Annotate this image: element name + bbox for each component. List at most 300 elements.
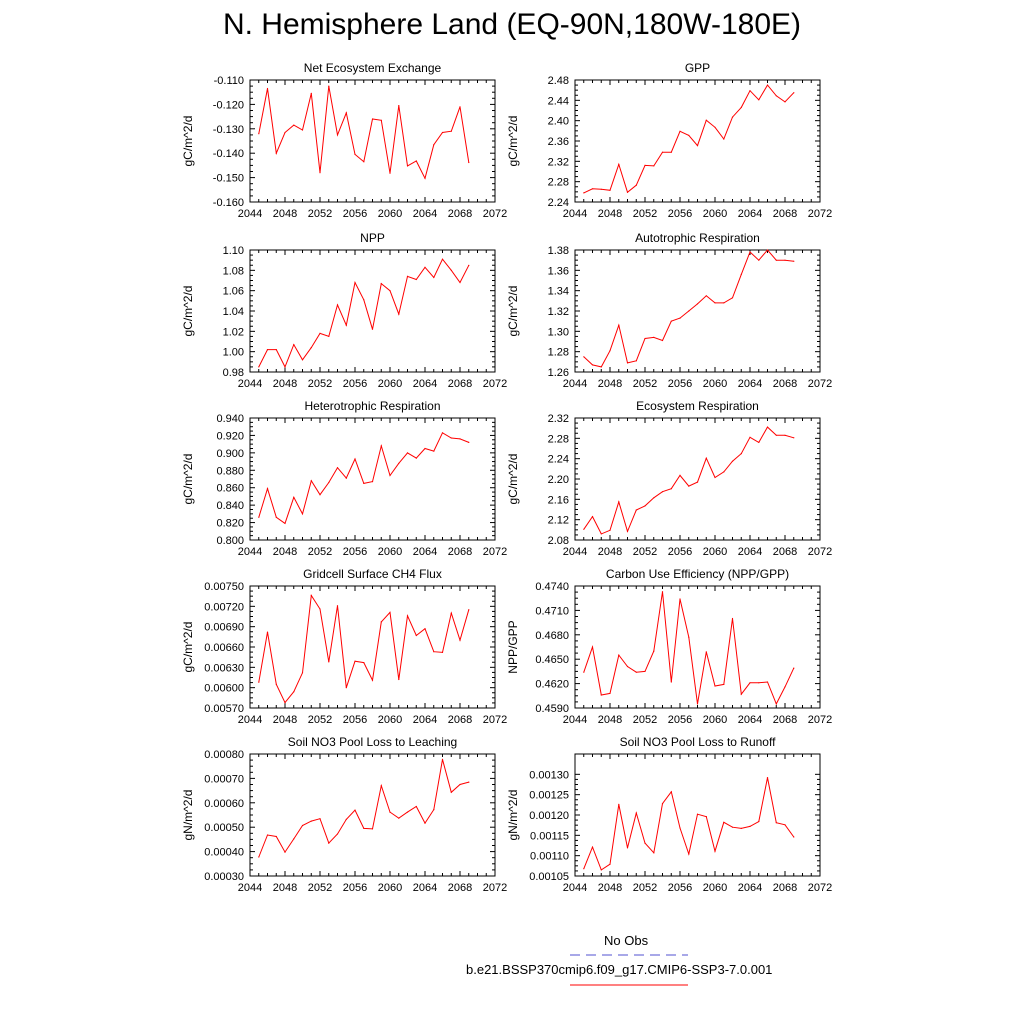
data-point (662, 803, 663, 804)
y-tick-label: 0.00060 (204, 797, 244, 810)
x-tick-label: 2072 (807, 546, 833, 558)
data-point (583, 672, 584, 673)
y-tick-label: -0.120 (212, 99, 244, 112)
y-tick-label: 0.820 (216, 517, 244, 530)
data-point (389, 612, 390, 613)
data-point (337, 134, 338, 135)
x-tick-label: 2072 (482, 208, 508, 220)
data-point (636, 509, 637, 510)
data-point (372, 680, 373, 681)
data-point (706, 458, 707, 459)
series-line (259, 759, 469, 857)
data-point (451, 131, 452, 132)
data-point (468, 265, 469, 266)
data-point (258, 856, 259, 857)
data-point (416, 160, 417, 161)
data-point (442, 432, 443, 433)
data-point (679, 318, 680, 319)
y-tick-label: 0.00110 (530, 850, 569, 863)
y-tick-label: 2.24 (547, 453, 569, 466)
data-point (337, 833, 338, 834)
x-tick-label: 2052 (632, 546, 658, 558)
data-point (627, 192, 628, 193)
data-point (671, 681, 672, 682)
y-tick-label: 2.32 (547, 413, 569, 425)
data-point (749, 90, 750, 91)
y-tick-label: 2.44 (547, 95, 569, 108)
data-point (697, 482, 698, 483)
data-point (618, 655, 619, 656)
data-point (468, 442, 469, 443)
y-tick-label: -0.130 (212, 123, 244, 136)
legend-model-label: b.e21.BSSP370cmip6.f09_g17.CMIP6-SSP3-7.0.001 (466, 962, 773, 977)
data-point (424, 267, 425, 268)
data-point (601, 694, 602, 695)
data-point (407, 165, 408, 166)
data-point (732, 618, 733, 619)
y-axis-label: gN/m^2/d (181, 789, 195, 841)
data-point (363, 662, 364, 663)
data-point (688, 135, 689, 136)
plot-frame (250, 80, 495, 202)
data-point (407, 812, 408, 813)
series-line (584, 778, 794, 870)
data-point (592, 364, 593, 365)
data-point (311, 595, 312, 596)
data-point (767, 681, 768, 682)
data-point (372, 828, 373, 829)
x-tick-label: 2056 (667, 714, 693, 726)
data-point (398, 463, 399, 464)
x-tick-label: 2060 (377, 714, 403, 726)
data-point (776, 822, 777, 823)
x-tick-label: 2044 (237, 714, 263, 726)
y-axis-label: gC/m^2/d (181, 285, 195, 337)
x-tick-label: 2052 (632, 378, 658, 390)
data-point (328, 661, 329, 662)
x-tick-label: 2048 (272, 208, 298, 220)
y-tick-label: 1.04 (222, 306, 244, 318)
panel-title: Net Ecosystem Exchange (303, 61, 442, 75)
data-point (267, 632, 268, 633)
data-point (398, 818, 399, 819)
data-point (784, 686, 785, 687)
y-tick-label: 0.920 (216, 430, 244, 443)
data-point (433, 451, 434, 452)
data-point (284, 702, 285, 703)
data-point (627, 666, 628, 667)
data-point (389, 290, 390, 291)
data-point (636, 672, 637, 673)
data-point (433, 144, 434, 145)
data-point (583, 868, 584, 869)
data-point (328, 86, 329, 87)
data-point (706, 120, 707, 121)
data-point (442, 652, 443, 653)
data-point (688, 853, 689, 854)
data-point (592, 646, 593, 647)
data-point (381, 445, 382, 446)
data-point (671, 321, 672, 322)
data-point (328, 336, 329, 337)
x-tick-label: 2072 (482, 378, 508, 390)
data-point (767, 85, 768, 86)
data-point (354, 458, 355, 459)
series-line (259, 433, 469, 524)
y-tick-label: 0.00115 (530, 830, 569, 843)
data-point (319, 333, 320, 334)
data-point (618, 501, 619, 502)
x-tick-label: 2052 (632, 882, 658, 894)
data-point (749, 826, 750, 827)
data-point (459, 784, 460, 785)
y-tick-label: 1.28 (547, 346, 569, 359)
y-axis-label: NPP/GPP (506, 620, 520, 674)
data-point (583, 529, 584, 530)
data-point (714, 685, 715, 686)
data-point (424, 448, 425, 449)
data-point (319, 608, 320, 609)
panel-title: NPP (360, 231, 385, 245)
x-tick-label: 2072 (482, 546, 508, 558)
y-tick-label: 0.00720 (204, 601, 244, 614)
x-tick-label: 2056 (342, 714, 368, 726)
x-tick-label: 2052 (307, 882, 333, 894)
y-tick-label: 0.00750 (204, 581, 244, 593)
data-point (767, 249, 768, 250)
data-point (416, 635, 417, 636)
y-tick-label: 0.880 (216, 465, 244, 478)
y-tick-label: 2.40 (547, 115, 569, 128)
y-tick-label: 0.4710 (535, 605, 569, 618)
y-tick-label: 1.06 (222, 285, 244, 298)
data-point (398, 314, 399, 315)
data-point (644, 671, 645, 672)
data-point (276, 836, 277, 837)
x-tick-label: 2072 (807, 378, 833, 390)
x-tick-label: 2048 (597, 714, 623, 726)
data-point (784, 824, 785, 825)
chart-panel (506, 567, 832, 726)
data-point (749, 437, 750, 438)
panel-title: Carbon Use Efficiency (NPP/GPP) (605, 567, 790, 581)
x-tick-label: 2044 (562, 378, 588, 390)
data-point (372, 481, 373, 482)
y-axis-label: gC/m^2/d (506, 115, 520, 167)
data-point (644, 165, 645, 166)
x-tick-label: 2044 (562, 714, 588, 726)
y-axis-label: gC/m^2/d (181, 621, 195, 673)
data-point (311, 93, 312, 94)
data-point (372, 118, 373, 119)
x-tick-label: 2056 (667, 882, 693, 894)
data-point (793, 668, 794, 669)
data-point (583, 192, 584, 193)
y-tick-label: 0.00030 (204, 871, 244, 883)
x-tick-label: 2068 (447, 714, 473, 726)
data-point (258, 517, 259, 518)
data-point (592, 847, 593, 848)
panel-title: Autotrophic Respiration (635, 231, 760, 245)
data-point (793, 261, 794, 262)
data-point (381, 785, 382, 786)
panel-title: Heterotrophic Respiration (304, 399, 441, 413)
data-point (688, 486, 689, 487)
x-tick-label: 2060 (702, 378, 728, 390)
data-point (644, 338, 645, 339)
x-tick-label: 2060 (702, 208, 728, 220)
x-tick-label: 2060 (377, 378, 403, 390)
data-point (424, 178, 425, 179)
series-line (584, 427, 794, 534)
data-point (627, 531, 628, 532)
data-point (451, 437, 452, 438)
x-tick-label: 2056 (342, 882, 368, 894)
data-point (328, 843, 329, 844)
data-point (407, 615, 408, 616)
data-point (618, 164, 619, 165)
y-tick-label: 0.4620 (535, 678, 569, 691)
chart-panel (506, 735, 832, 894)
y-tick-label: 0.840 (216, 500, 244, 513)
x-tick-label: 2044 (562, 882, 588, 894)
data-point (662, 591, 663, 592)
data-point (609, 190, 610, 191)
y-tick-label: 2.48 (547, 75, 569, 87)
x-tick-label: 2048 (272, 882, 298, 894)
data-point (609, 530, 610, 531)
x-tick-label: 2048 (597, 378, 623, 390)
panel-title: Ecosystem Respiration (636, 399, 759, 413)
data-point (468, 162, 469, 163)
data-point (601, 533, 602, 534)
data-point (354, 810, 355, 811)
x-tick-label: 2052 (307, 714, 333, 726)
data-point (706, 816, 707, 817)
data-point (293, 344, 294, 345)
data-point (697, 703, 698, 704)
chart-panel (181, 567, 507, 726)
data-point (679, 475, 680, 476)
y-axis-label: gC/m^2/d (181, 115, 195, 167)
x-tick-label: 2068 (447, 378, 473, 390)
y-tick-label: 0.00050 (204, 822, 244, 835)
x-tick-label: 2060 (377, 546, 403, 558)
y-tick-label: 0.800 (216, 535, 244, 547)
data-point (671, 488, 672, 489)
data-point (416, 806, 417, 807)
data-point (258, 133, 259, 134)
x-tick-label: 2048 (597, 882, 623, 894)
data-point (784, 101, 785, 102)
data-point (697, 145, 698, 146)
data-point (758, 442, 759, 443)
data-point (346, 325, 347, 326)
y-tick-label: 0.00105 (529, 871, 569, 883)
x-tick-label: 2056 (667, 546, 693, 558)
data-point (776, 703, 777, 704)
data-point (381, 283, 382, 284)
series-line (259, 259, 469, 367)
data-point (758, 99, 759, 100)
data-point (433, 277, 434, 278)
data-point (653, 651, 654, 652)
x-tick-label: 2044 (237, 882, 263, 894)
data-point (723, 684, 724, 685)
data-point (609, 864, 610, 865)
data-point (767, 427, 768, 428)
data-point (723, 471, 724, 472)
x-tick-label: 2044 (237, 208, 263, 220)
data-point (741, 694, 742, 695)
data-point (311, 480, 312, 481)
x-tick-label: 2048 (272, 714, 298, 726)
data-point (267, 834, 268, 835)
x-tick-label: 2064 (737, 378, 763, 390)
y-tick-label: 2.16 (547, 494, 569, 507)
data-point (276, 517, 277, 518)
x-tick-label: 2052 (307, 208, 333, 220)
y-tick-label: 0.00080 (204, 749, 244, 761)
y-tick-label: 0.4680 (535, 629, 569, 642)
data-point (793, 836, 794, 837)
x-tick-label: 2072 (807, 714, 833, 726)
data-point (459, 106, 460, 107)
data-point (416, 458, 417, 459)
y-tick-label: 1.10 (222, 245, 244, 257)
data-point (372, 329, 373, 330)
y-tick-label: 0.00130 (529, 769, 569, 782)
y-tick-label: 1.26 (547, 367, 569, 379)
y-axis-label: gC/m^2/d (506, 453, 520, 505)
data-point (389, 812, 390, 813)
data-point (381, 621, 382, 622)
legend-obs-label: No Obs (604, 933, 649, 948)
data-point (601, 366, 602, 367)
data-point (618, 804, 619, 805)
data-point (723, 822, 724, 823)
data-point (784, 435, 785, 436)
y-tick-label: 1.32 (547, 306, 569, 318)
data-point (653, 165, 654, 166)
data-point (767, 777, 768, 778)
data-point (758, 260, 759, 261)
data-point (284, 132, 285, 133)
data-point (337, 467, 338, 468)
y-tick-label: 1.34 (547, 285, 569, 298)
panel-title: Gridcell Surface CH4 Flux (303, 567, 442, 581)
data-point (459, 640, 460, 641)
data-point (276, 349, 277, 350)
data-point (671, 791, 672, 792)
data-point (302, 825, 303, 826)
data-point (627, 847, 628, 848)
data-point (592, 188, 593, 189)
x-tick-label: 2064 (412, 882, 438, 894)
x-tick-label: 2064 (412, 546, 438, 558)
data-point (293, 497, 294, 498)
x-tick-label: 2064 (737, 882, 763, 894)
data-point (267, 88, 268, 89)
series-line (584, 85, 794, 193)
data-point (714, 851, 715, 852)
data-point (714, 127, 715, 128)
x-tick-label: 2044 (562, 208, 588, 220)
plot-frame (575, 250, 820, 372)
data-point (319, 172, 320, 173)
data-point (679, 131, 680, 132)
x-tick-label: 2064 (737, 208, 763, 220)
data-point (706, 295, 707, 296)
x-tick-label: 2068 (772, 378, 798, 390)
data-point (311, 347, 312, 348)
data-point (424, 823, 425, 824)
data-point (468, 609, 469, 610)
data-point (741, 828, 742, 829)
data-point (784, 260, 785, 261)
y-tick-label: -0.150 (212, 172, 244, 185)
data-point (732, 117, 733, 118)
data-point (293, 691, 294, 692)
y-tick-label: 1.02 (222, 326, 244, 339)
data-point (451, 613, 452, 614)
y-tick-label: 2.24 (547, 197, 569, 209)
y-axis-label: gC/m^2/d (506, 285, 520, 337)
y-tick-label: 1.08 (222, 265, 244, 278)
data-point (653, 497, 654, 498)
data-point (679, 827, 680, 828)
plot-frame (250, 250, 495, 372)
data-point (302, 672, 303, 673)
y-tick-label: 2.08 (547, 535, 569, 547)
data-point (662, 152, 663, 153)
plot-frame (250, 586, 495, 708)
data-point (258, 366, 259, 367)
x-tick-label: 2068 (447, 546, 473, 558)
data-point (276, 684, 277, 685)
y-tick-label: 2.12 (547, 514, 569, 527)
y-tick-label: 0.4650 (535, 654, 569, 667)
plot-frame (575, 418, 820, 540)
data-point (776, 260, 777, 261)
y-tick-label: -0.110 (213, 75, 244, 87)
x-tick-label: 2044 (562, 546, 588, 558)
data-point (662, 340, 663, 341)
data-point (697, 814, 698, 815)
y-tick-label: 0.00690 (204, 621, 244, 634)
y-tick-label: 0.00570 (204, 703, 244, 715)
data-point (776, 95, 777, 96)
data-point (601, 189, 602, 190)
chart-panel (181, 735, 507, 894)
chart-panel (506, 399, 832, 558)
data-point (451, 792, 452, 793)
chart-panel (181, 231, 507, 390)
y-tick-label: 0.00600 (204, 682, 244, 695)
series-line (259, 86, 469, 178)
panel-title: GPP (684, 61, 711, 75)
data-point (328, 482, 329, 483)
chart-panel (506, 61, 832, 220)
data-point (398, 105, 399, 106)
data-point (653, 852, 654, 853)
data-point (758, 682, 759, 683)
y-tick-label: 1.30 (547, 326, 569, 339)
data-point (636, 360, 637, 361)
panel-title: Soil NO3 Pool Loss to Leaching (287, 735, 458, 749)
x-tick-label: 2060 (377, 208, 403, 220)
plot-frame (250, 418, 495, 540)
